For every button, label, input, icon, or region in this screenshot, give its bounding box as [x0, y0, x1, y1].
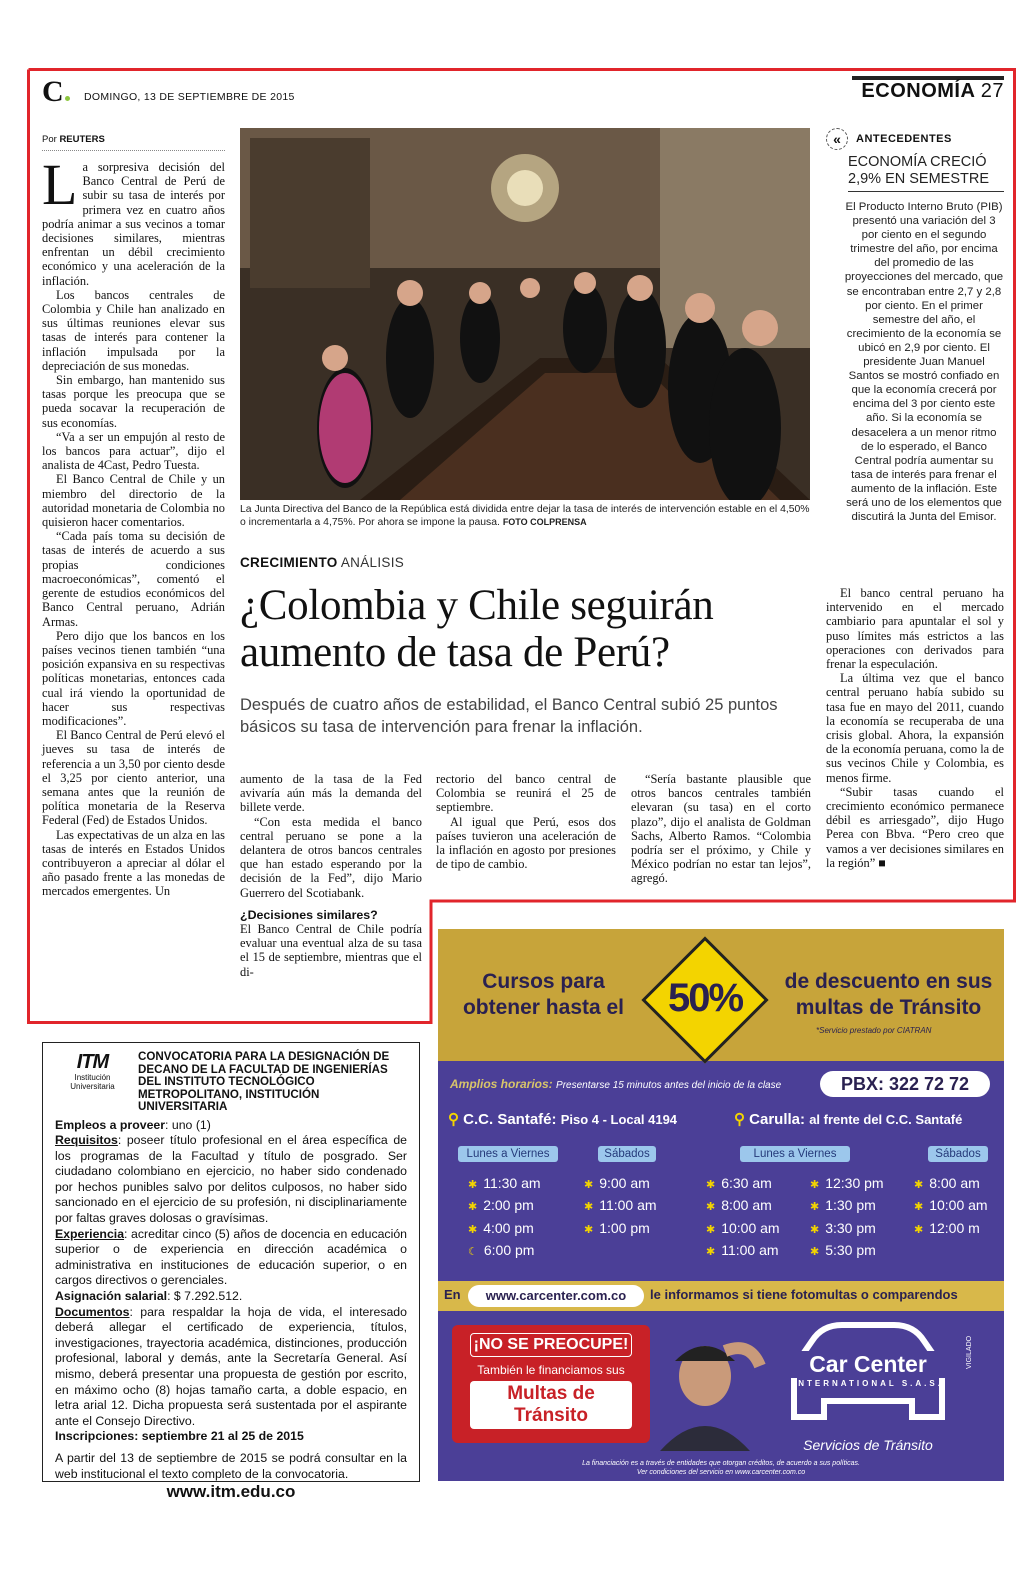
- article-col-1: [42, 152, 225, 899]
- pill-lunes-viernes: Lunes a Viernes: [458, 1146, 558, 1162]
- location-santafe: ⚲ C.C. Santafé: Piso 4 - Local 4194: [448, 1111, 678, 1128]
- deck: Después de cuatro años de estabilidad, el Banco Central subió 25 puntos básicos su tasa de intervención para frenar la inflación.: [240, 696, 778, 736]
- no-se-preocupe: ¡NO SE PREOCUPE!: [470, 1333, 632, 1357]
- byline: Por REUTERS: [42, 134, 105, 145]
- paragraph: Los bancos centrales de Colombia y Chile han analizado en sus últimas reuniones elevar sus tasas de interés para contener la inflación impulsada por la depreciación de sus monedas.: [42, 287, 225, 373]
- paragraph: “Va a ser un empujón al resto de los bancos para actuar”, dijo el analista de 4Cast, Pedro Tuesta.: [42, 429, 225, 473]
- ad-disclaimer: La financiación es a través de entidades que otorgan créditos, de acuerdo a sus políticas. Ver condiciones del servicio en www.carcenter.com.co: [582, 1460, 860, 1476]
- chevron-left-icon: «: [826, 128, 848, 150]
- times-santafe-sab: ✱ 9:00 am ✱ 11:00 am ✱ 1:00 pm: [584, 1175, 657, 1236]
- meeting-photo-illustration: [240, 128, 810, 500]
- times-carulla-lv-a: ✱ 6:30 am ✱ 8:00 am ✱ 10:00 am ✱ 11:00 am: [706, 1175, 780, 1259]
- itm-url[interactable]: www.itm.edu.co: [166, 1482, 296, 1502]
- pill-sabados: Sábados: [598, 1146, 656, 1162]
- issue-date: DOMINGO, 13 DE SEPTIEMBRE DE 2015: [84, 91, 295, 103]
- person-illustration: [650, 1331, 770, 1451]
- header: [42, 76, 1004, 106]
- article-photo: [240, 128, 810, 500]
- ad-left-text: Cursos para obtener hasta el: [462, 970, 625, 1019]
- drop-cap: L: [42, 152, 78, 217]
- photo-caption: La Junta Directiva del Banco de la República está dividida entre dejar la tasa de interés de intervención estable en el 4,50% o incrementarla a 4,75%. Por ahora se impone la pausa. FOTO COLPRENSA: [240, 504, 810, 528]
- antecedentes-box: [826, 128, 1004, 524]
- itm-announcement: [42, 1042, 420, 1502]
- paragraph: Las expectativas de un alza en las tasas de interés en Estados Unidos contribuyeron a apreciar al dólar el año pasado frente a las monedas de mercados emergentes. Un: [42, 827, 225, 899]
- subhead: ¿Decisiones similares?: [240, 907, 378, 922]
- article-col-3: [436, 772, 616, 871]
- paragraph: “Con esta medida el banco central peruano se pone a la delantera de otros bancos centrales que han estado esperando por la decisión de la Fed”, dijo Mario Guerrero del Scotiabank.: [240, 814, 422, 900]
- antecedentes-title: ECONOMÍA CRECIÓ 2,9% EN SEMESTRE: [848, 154, 990, 187]
- services-label: Servicios de Tránsito: [803, 1437, 933, 1453]
- brand-name: Car Center: [782, 1351, 954, 1378]
- times-carulla-sab: ✱ 8:00 am ✱ 10:00 am ✱ 12:00 m: [914, 1175, 988, 1236]
- paragraph: Al igual que Perú, esos dos países tuvieron una aceleración de la inflación en agosto por presiones de tipo de cambio.: [436, 814, 616, 872]
- carcenter-url-link[interactable]: www.carcenter.com.co: [468, 1285, 644, 1307]
- strip-en: En: [444, 1287, 461, 1302]
- paragraph: La última vez que el banco central peruano había subido su tasa fue en mayo del 2011, cuando la economía se recuperaba de una crisis global. Ahora, la expansión de la economía peruana, como la de sus vecinos Chile y Colombia, es menos firme.: [826, 671, 1004, 785]
- section-name: ECONOMÍA 27: [861, 80, 1004, 102]
- car-center-logo: [782, 1321, 954, 1425]
- paragraph: El banco central peruano ha intervenido en el mercado cambiario para apuntalar el sol y puso límites más estrictos a las operaciones con derivados para frenar la especulación.: [826, 586, 1004, 672]
- end-mark: ■: [878, 855, 886, 870]
- ad-service-note: *Servicio prestado por CIATRAN: [816, 1026, 932, 1035]
- itm-requisitos: Requisitos: poseer título profesional en el área específica de los programas de la Facultad y título de posgrado. Ser ciudadano colombiano en ejercicio, no haber sido condenado por hechos punibles salvo por delitos culposos, no haber sido sancionado en el ejercicio de su profesión, ni disciplinariamente por faltas graves dolosas o gravísimas.: [55, 1133, 407, 1226]
- article-col-4: [631, 772, 811, 886]
- ad-right-text: de descuento en sus multas de Tránsito: [784, 970, 993, 1019]
- strip-rest: le informamos si tiene fotomultas o comparendos: [650, 1287, 958, 1302]
- paragraph: rectorio del banco central de Colombia se reunirá el 25 de septiembre.: [436, 772, 616, 815]
- article-col-5: [826, 586, 1004, 870]
- itm-salario: Asignación salarial: $ 7.292.512.: [55, 1289, 243, 1304]
- paragraph: aumento de la tasa de la Fed avivaría aún más la demanda del billete verde.: [240, 772, 422, 815]
- paragraph: Sin embargo, han mantenido sus tasas porque les preocupa que se pueda socavar la recuperación de sus economías.: [42, 373, 225, 430]
- itm-empleos: Empleos a proveer: uno (1): [55, 1117, 211, 1132]
- paragraph: Pero dijo que los bancos en los países vecinos tienen también “una posición expansiva en su respectivas políticas monetarias, entonces cada cual irá viendo la oportunidad de hacer sus respectivas modificaciones”.: [42, 628, 225, 728]
- antecedentes-label: ANTECEDENTES: [856, 133, 952, 145]
- times-santafe-lv: ✱ 11:30 am ✱ 2:00 pm ✱ 4:00 pm ☾ 6:00 pm: [468, 1175, 541, 1259]
- paragraph: El Banco Central de Chile y un miembro del directorio de la autoridad monetaria de Colombia no quisieron hacer comentarios.: [42, 472, 225, 530]
- brand-sub: INTERNATIONAL S.A.S.: [793, 1379, 943, 1388]
- newspaper-logo: C: [42, 78, 70, 106]
- itm-title: CONVOCATORIA PARA LA DESIGNACIÓN DE DECANO DE LA FACULTAD DE INGENIERÍAS DEL INSTITUTO TECNOLÓGICO METROPOLITANO, INSTITUCIÓN UNIVERSITARIA: [138, 1050, 390, 1113]
- map-pin-icon: ⚲: [734, 1111, 745, 1128]
- photo-credit: FOTO COLPRENSA: [502, 517, 587, 527]
- itm-documentos: Documentos: para respaldar la hoja de vida, el interesado deberá allegar el certificado de experiencia, títulos, investigaciones, trayectoria académica, distinciones, producción profesional, laboral y demás, ante la Secretaría General. Así mismo, deberá presentar una propuesta de gestión por escrito, en máximo ocho (8) hojas tamaño carta, a doble espacio, en letra arial 12. Dicha propuesta será sustentada por el aspirante ante el Consejo Directivo.: [55, 1304, 407, 1428]
- byline-rule: [42, 150, 225, 151]
- pill-lunes-viernes-2: Lunes a Viernes: [740, 1146, 850, 1162]
- headline: ¿Colombia y Chile seguirán aumento de tasa de Perú?: [240, 582, 714, 676]
- paragraph: “Sería bastante plausible que otros bancos centrales también elevaran (su tasa) en el corto plazo”, dijo el analista de Goldman Sachs, Alberto Ramos. “Colombia podría ser el próximo, y Chile y México podrían no estar tan lejos”, agregó.: [631, 772, 811, 886]
- pbx-box[interactable]: PBX: 322 72 72: [820, 1071, 990, 1097]
- paragraph: El Banco Central de Chile podría evaluar una eventual alza de su tasa el 15 de septiembre, mientras que el di-: [240, 922, 422, 979]
- horarios-line: Amplios horarios: Presentarse 15 minutos antes del inicio de la clase: [450, 1077, 782, 1091]
- antecedentes-body: El Producto Interno Bruto (PIB) presentó una variación del 3 por ciento en el segundo trimestre del año, por encima del promedio de las proyecciones del mercado, que se encontraban entre 2,7 y 2,8 por ciento. En el primer semestre del año, el crecimiento de la economía se ubicó en 2,9 por ciento. El presidente Juan Manuel Santos se mostró confiado en que la economía crecerá por encima del 3 por ciento este año. Si la economía se desacelera a un menor ritmo de lo esperado, el Banco Central podría aumentar su tasa de interés para frenar el aumento de la inflación. Este será uno de los elementos que discutirá la Junta del Emisor.: [844, 201, 1004, 524]
- discount-percent: 50%: [667, 976, 743, 1020]
- itm-footer: A partir del 13 de septiembre de 2015 se podrá consultar en la web institucional el texto completo de la convocatoria.: [55, 1450, 407, 1481]
- paragraph: “Cada país toma su decisión de tasas de interés de acuerdo a sus propias condiciones macroeconómicas”, comentó el gerente de estudios económicos del Banco Central peruano, Adrián Armas.: [42, 529, 225, 629]
- times-carulla-lv-b: ✱ 12:30 pm ✱ 1:30 pm ✱ 3:30 pm ✱ 5:30 pm: [810, 1175, 884, 1259]
- vigilado-mark: VIGILADO: [966, 1335, 973, 1369]
- article-col-2: [240, 772, 422, 979]
- map-pin-icon: ⚲: [448, 1111, 459, 1128]
- promo-box: ¡NO SE PREOCUPE! También le financiamos sus Multas de Tránsito: [452, 1325, 650, 1443]
- paragraph: El Banco Central de Perú elevó el jueves su tasa de interés de referencia a un 3,50 por ciento desde el 3,25 por ciento anterior, una semana antes que la reunión de política monetaria de la Reserva Federal (Fed) de Estados Unidos.: [42, 728, 225, 828]
- lead-paragraph: La sorpresiva decisión del Banco Central de Perú de subir su tasa de interés por primera vez en cuatro años podría animar a sus vecinos a tomar decisiones similares, mientras enfrentan un débil crecimiento económico y una aceleración de la inflación.: [42, 152, 225, 288]
- itm-inscripciones: Inscripciones: septiembre 21 al 25 de 2015: [55, 1429, 304, 1444]
- multas-box: Multas de Tránsito: [470, 1381, 632, 1429]
- paragraph: “Subir tasas cuando el crecimiento económico permanece débil es arriesgado”, dijo Hugo Perea con Bbva. “Pero creo que vamos a ver decisiones similares en la región” ■: [826, 784, 1004, 870]
- car-center-ad: [438, 929, 1004, 1481]
- itm-logo: ITM Institución Universitaria: [70, 1051, 115, 1091]
- itm-experiencia: Experiencia: acreditar cinco (5) años de docencia en educación superior o de experiencia en dirección académica o administrativa en instituciones de educación superior, o en cargos directivos o gerenciales.: [55, 1226, 407, 1288]
- location-carulla: ⚲ Carulla: al frente del C.C. Santafé: [734, 1111, 963, 1128]
- kicker: CRECIMIENTO ANÁLISIS: [240, 555, 405, 570]
- pill-sabados-2: Sábados: [928, 1146, 988, 1162]
